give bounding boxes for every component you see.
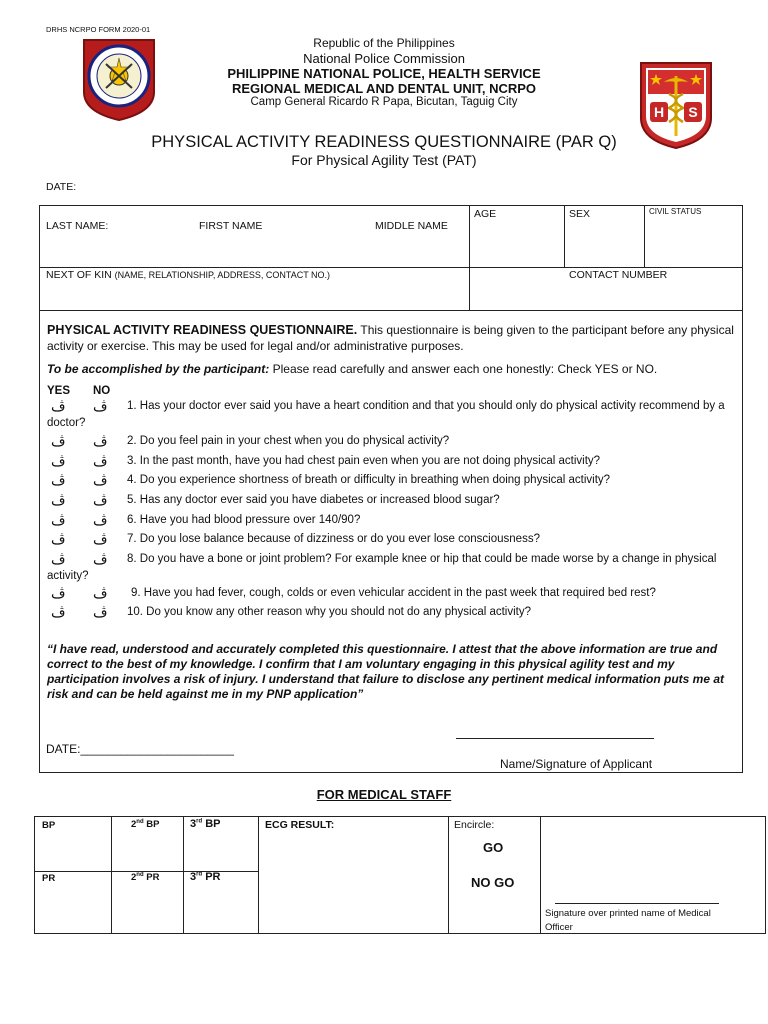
attestation-statement: “I have read, understood and accurately completed this questionnaire. I attest that the above information are true and correct to the best of my knowledge. I confirm that I am voluntary engaging in this physical agility test and my participation involves a risk of injury. I understand that failure to disclose any pertinent medical information puts me at risk and can be held against me in my PNP application” [47, 642, 725, 701]
yes-checkbox[interactable]: ڤ [51, 453, 66, 469]
next-of-kin-label[interactable] [46, 269, 330, 281]
no-checkbox[interactable]: ڤ [93, 604, 108, 620]
pr2-suffix: PR [146, 872, 160, 884]
bp3-suffix: BP [205, 818, 221, 830]
no-column-header: NO [93, 385, 111, 397]
question-text: 2. Do you feel pain in your chest when you do physical activity? [127, 435, 450, 447]
pr2-sup: nd [136, 872, 144, 878]
question-row [47, 472, 737, 489]
form-title: PHYSICAL ACTIVITY READINESS QUESTIONNAIRE (PAR Q) [151, 133, 617, 151]
civil-status-label[interactable]: CIVIL STATUS [649, 207, 702, 216]
question-row [47, 512, 737, 529]
header-address: Camp General Ricardo R Papa, Bicutan, Taguig City [250, 96, 518, 108]
no-checkbox[interactable]: ڤ [93, 551, 108, 567]
yes-checkbox[interactable]: ڤ [51, 433, 66, 449]
no-checkbox[interactable]: ڤ [93, 512, 108, 528]
form-code: DRHS NCRPO FORM 2020-01 [46, 25, 151, 34]
ecg-result-label[interactable]: ECG RESULT: [265, 819, 335, 831]
yes-checkbox[interactable]: ڤ [51, 492, 66, 508]
question-row [47, 398, 737, 432]
bp2-sup: nd [136, 819, 144, 825]
question-text: 4. Do you experience shortness of breath or difficulty in breathing when doing physical activity? [127, 474, 611, 486]
no-checkbox[interactable]: ڤ [93, 585, 108, 601]
medical-officer-signature-line[interactable] [555, 903, 719, 904]
encircle-label: Encircle: [454, 819, 495, 831]
bp3-label[interactable] [190, 818, 220, 830]
bp3-sup: rd [196, 818, 203, 825]
age-label[interactable]: AGE [474, 208, 497, 220]
questionnaire-intro-text: This questionnaire is being given to the participant before any physical activity or exercise. This may be used for legal and/or administrative purposes. [47, 323, 734, 353]
applicant-signature-label: Name/Signature of Applicant [500, 757, 653, 771]
yes-checkbox[interactable]: ڤ [51, 398, 66, 414]
personal-info-grid [39, 205, 743, 311]
question-row [47, 585, 737, 602]
yes-column-header: YES [47, 385, 71, 397]
yes-checkbox[interactable]: ڤ [51, 512, 66, 528]
question-text: 5. Has any doctor ever said you have diabetes or increased blood sugar? [127, 494, 500, 506]
question-row [47, 453, 737, 470]
question-text: 9. Have you had fever, cough, colds or even vehicular accident in the past week that required bed rest? [131, 587, 656, 599]
pr3-num: 3 [190, 871, 197, 883]
header-rmdu: REGIONAL MEDICAL AND DENTAL UNIT, NCRPO [231, 81, 537, 96]
questionnaire-heading: PHYSICAL ACTIVITY READINESS QUESTIONNAIRE. [47, 323, 358, 337]
question-text: 8. Do you have a bone or joint problem? For example knee or hip that could be made worse by a change in physical activity? [47, 553, 717, 582]
sex-label[interactable]: SEX [569, 208, 591, 220]
header-pnp-hs: PHILIPPINE NATIONAL POLICE, HEALTH SERVICE [227, 66, 541, 81]
question-text: 10. Do you know any other reason why you should not do any physical activity? [127, 606, 532, 618]
instruction-text: Please read carefully and answer each one honestly: Check YES or NO. [272, 362, 658, 376]
no-go-option[interactable]: NO GO [471, 875, 515, 890]
svg-text:H: H [653, 104, 665, 120]
attestation-date[interactable]: DATE:_______________________ [46, 742, 234, 756]
contact-number-label[interactable]: CONTACT NUMBER [569, 269, 668, 281]
next-of-kin-text: NEXT OF KIN [46, 269, 112, 281]
question-row [47, 604, 737, 621]
medical-staff-title-text: FOR MEDICAL STAFF [316, 787, 452, 802]
question-text: 3. In the past month, have you had chest pain even when you are not doing physical activity? [127, 455, 601, 467]
question-row [47, 551, 737, 585]
bp3-num: 3 [190, 818, 197, 830]
yes-checkbox[interactable]: ڤ [51, 585, 66, 601]
question-row [47, 433, 737, 450]
question-text: 7. Do you lose balance because of dizziness or do you ever lose consciousness? [127, 533, 540, 545]
header-napolcom: National Police Commission [303, 51, 465, 66]
no-checkbox[interactable]: ڤ [93, 453, 108, 469]
go-option[interactable]: GO [483, 840, 504, 855]
next-of-kin-detail: (NAME, RELATIONSHIP, ADDRESS, CONTACT NO.) [114, 270, 331, 280]
pr2-num: 2 [131, 872, 137, 884]
yes-checkbox[interactable]: ڤ [51, 531, 66, 547]
instruction [47, 362, 737, 376]
bp2-label[interactable] [131, 819, 159, 830]
svg-text:S: S [688, 104, 698, 120]
bp2-suffix: BP [146, 819, 160, 831]
yes-checkbox[interactable]: ڤ [51, 604, 66, 620]
middle-name-label[interactable]: MIDDLE NAME [375, 220, 448, 232]
yes-checkbox[interactable]: ڤ [51, 551, 66, 567]
applicant-signature-line[interactable] [456, 738, 654, 739]
question-text: 6. Have you had blood pressure over 140/90? [127, 514, 361, 526]
medical-officer-signature-label: Signature over printed name of Medical Officer [545, 908, 711, 933]
question-row [47, 492, 737, 509]
no-checkbox[interactable]: ڤ [93, 472, 108, 488]
bp2-num: 2 [131, 819, 137, 831]
first-name-label[interactable]: FIRST NAME [199, 220, 263, 232]
last-name-label[interactable]: LAST NAME: [46, 220, 109, 232]
no-checkbox[interactable]: ڤ [93, 531, 108, 547]
pr3-sup: rd [196, 871, 203, 878]
question-text: 1. Has your doctor ever said you have a heart condition and that you should only do physical activity recommend by a doctor? [47, 400, 725, 429]
header-republic: Republic of the Philippines [313, 36, 455, 50]
pr3-label[interactable] [190, 871, 220, 883]
no-checkbox[interactable]: ڤ [93, 492, 108, 508]
questionnaire-intro [47, 322, 737, 354]
bp-label[interactable]: BP [42, 820, 56, 831]
instruction-lead: To be accomplished by the participant: [47, 362, 270, 376]
medical-staff-title [0, 787, 768, 802]
pr-label[interactable]: PR [42, 873, 56, 884]
date-label: DATE: [46, 181, 77, 193]
pr3-suffix: PR [205, 871, 221, 883]
no-checkbox[interactable]: ڤ [93, 433, 108, 449]
question-row [47, 531, 737, 548]
pr2-label[interactable] [131, 872, 159, 883]
no-checkbox[interactable]: ڤ [93, 398, 108, 414]
medical-staff-grid [34, 816, 766, 934]
form-subtitle: For Physical Agility Test (PAT) [291, 152, 477, 168]
yes-checkbox[interactable]: ڤ [51, 472, 66, 488]
